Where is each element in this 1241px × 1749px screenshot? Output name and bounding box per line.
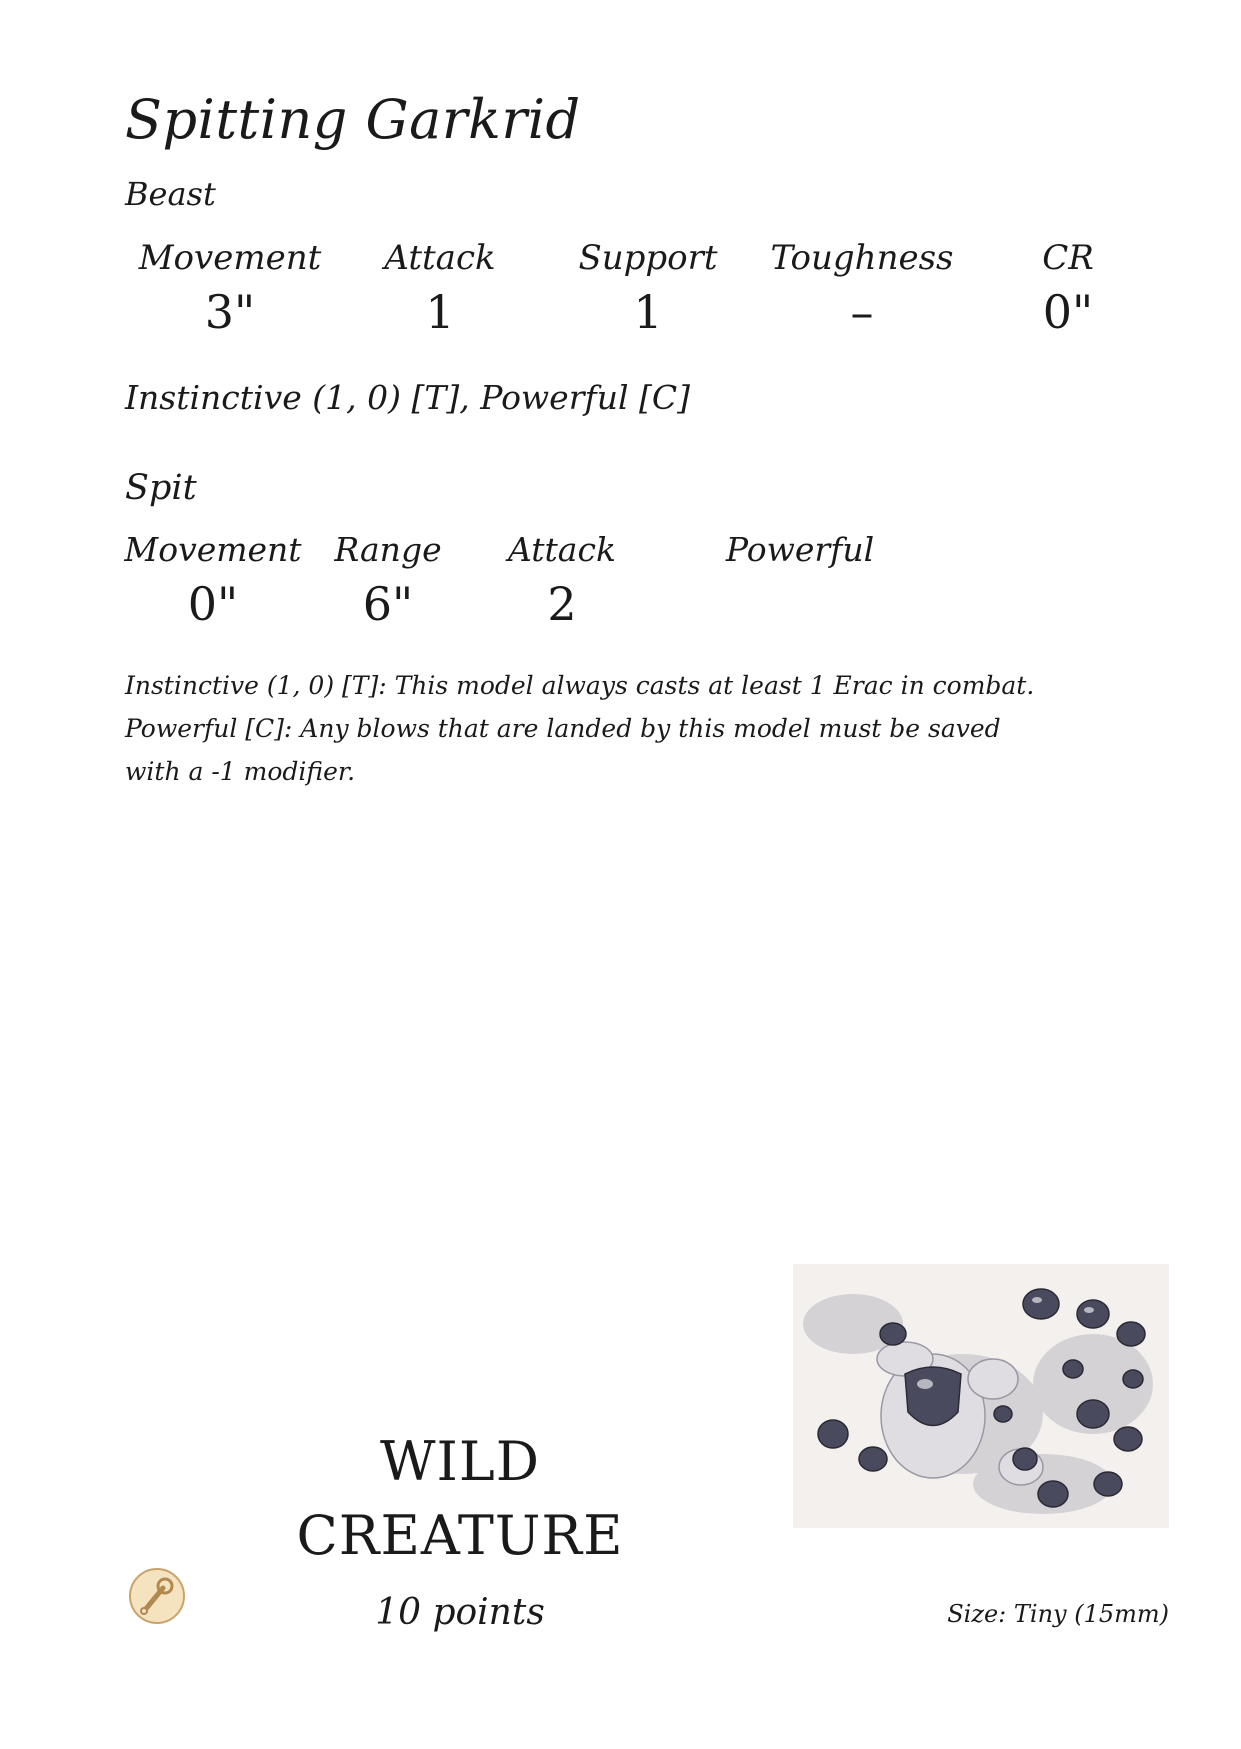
stat-value: 3" (204, 285, 256, 339)
model-size: Size: Tiny (15mm) (947, 1600, 1169, 1628)
stat-attack (330, 238, 550, 340)
stat-toughness (752, 238, 972, 340)
weapon-stat-value: 0" (187, 577, 239, 631)
weapon-stat-value: 2 (547, 577, 577, 631)
weapon-stat-label: Attack (508, 530, 616, 569)
faction-block (255, 1425, 665, 1573)
stat-movement (120, 238, 340, 340)
weapon-stat-label: Movement (124, 530, 302, 569)
weapon-stat-value: 6" (362, 577, 414, 631)
stat-value: 1 (633, 285, 663, 339)
weapon-stat-attack (462, 530, 662, 632)
weapon-stat-powerful (700, 530, 900, 576)
rules-text (125, 664, 1055, 793)
rule-powerful: Powerful [C]: Any blows that are landed by this model must be saved with a -1 modifier. (125, 714, 1001, 786)
stat-cr (958, 238, 1178, 340)
weapon-stat-range (288, 530, 488, 632)
unit-name: Spitting Garkrid (125, 88, 581, 151)
stat-label: Movement (138, 238, 322, 278)
faction-line-1: WILD (380, 1430, 540, 1493)
weapon-stat-movement (113, 530, 313, 632)
points-cost: 10 points (375, 1592, 545, 1633)
stat-label: Support (578, 238, 718, 278)
weapon-name: Spit (125, 468, 197, 508)
rule-instinctive: Instinctive (1, 0) [T]: This model always casts at least 1 Erac in combat. (125, 671, 1035, 700)
unit-type: Beast (125, 175, 216, 213)
faction-line-2: CREATURE (296, 1504, 624, 1567)
weapon-stat-label: Range (334, 530, 442, 569)
unit-abilities: Instinctive (1, 0) [T], Powerful [C] (125, 378, 690, 417)
stat-label: Attack (384, 238, 496, 278)
stat-support (538, 238, 758, 340)
wrench-badge-icon (127, 1566, 187, 1626)
stat-label: Toughness (770, 238, 954, 278)
stat-value: 1 (425, 285, 455, 339)
weapon-stat-label: Powerful (725, 530, 875, 569)
stat-label: CR (1042, 238, 1094, 278)
stat-value: 0" (1042, 285, 1094, 339)
stat-value: – (850, 285, 874, 339)
creature-illustration (793, 1264, 1169, 1528)
